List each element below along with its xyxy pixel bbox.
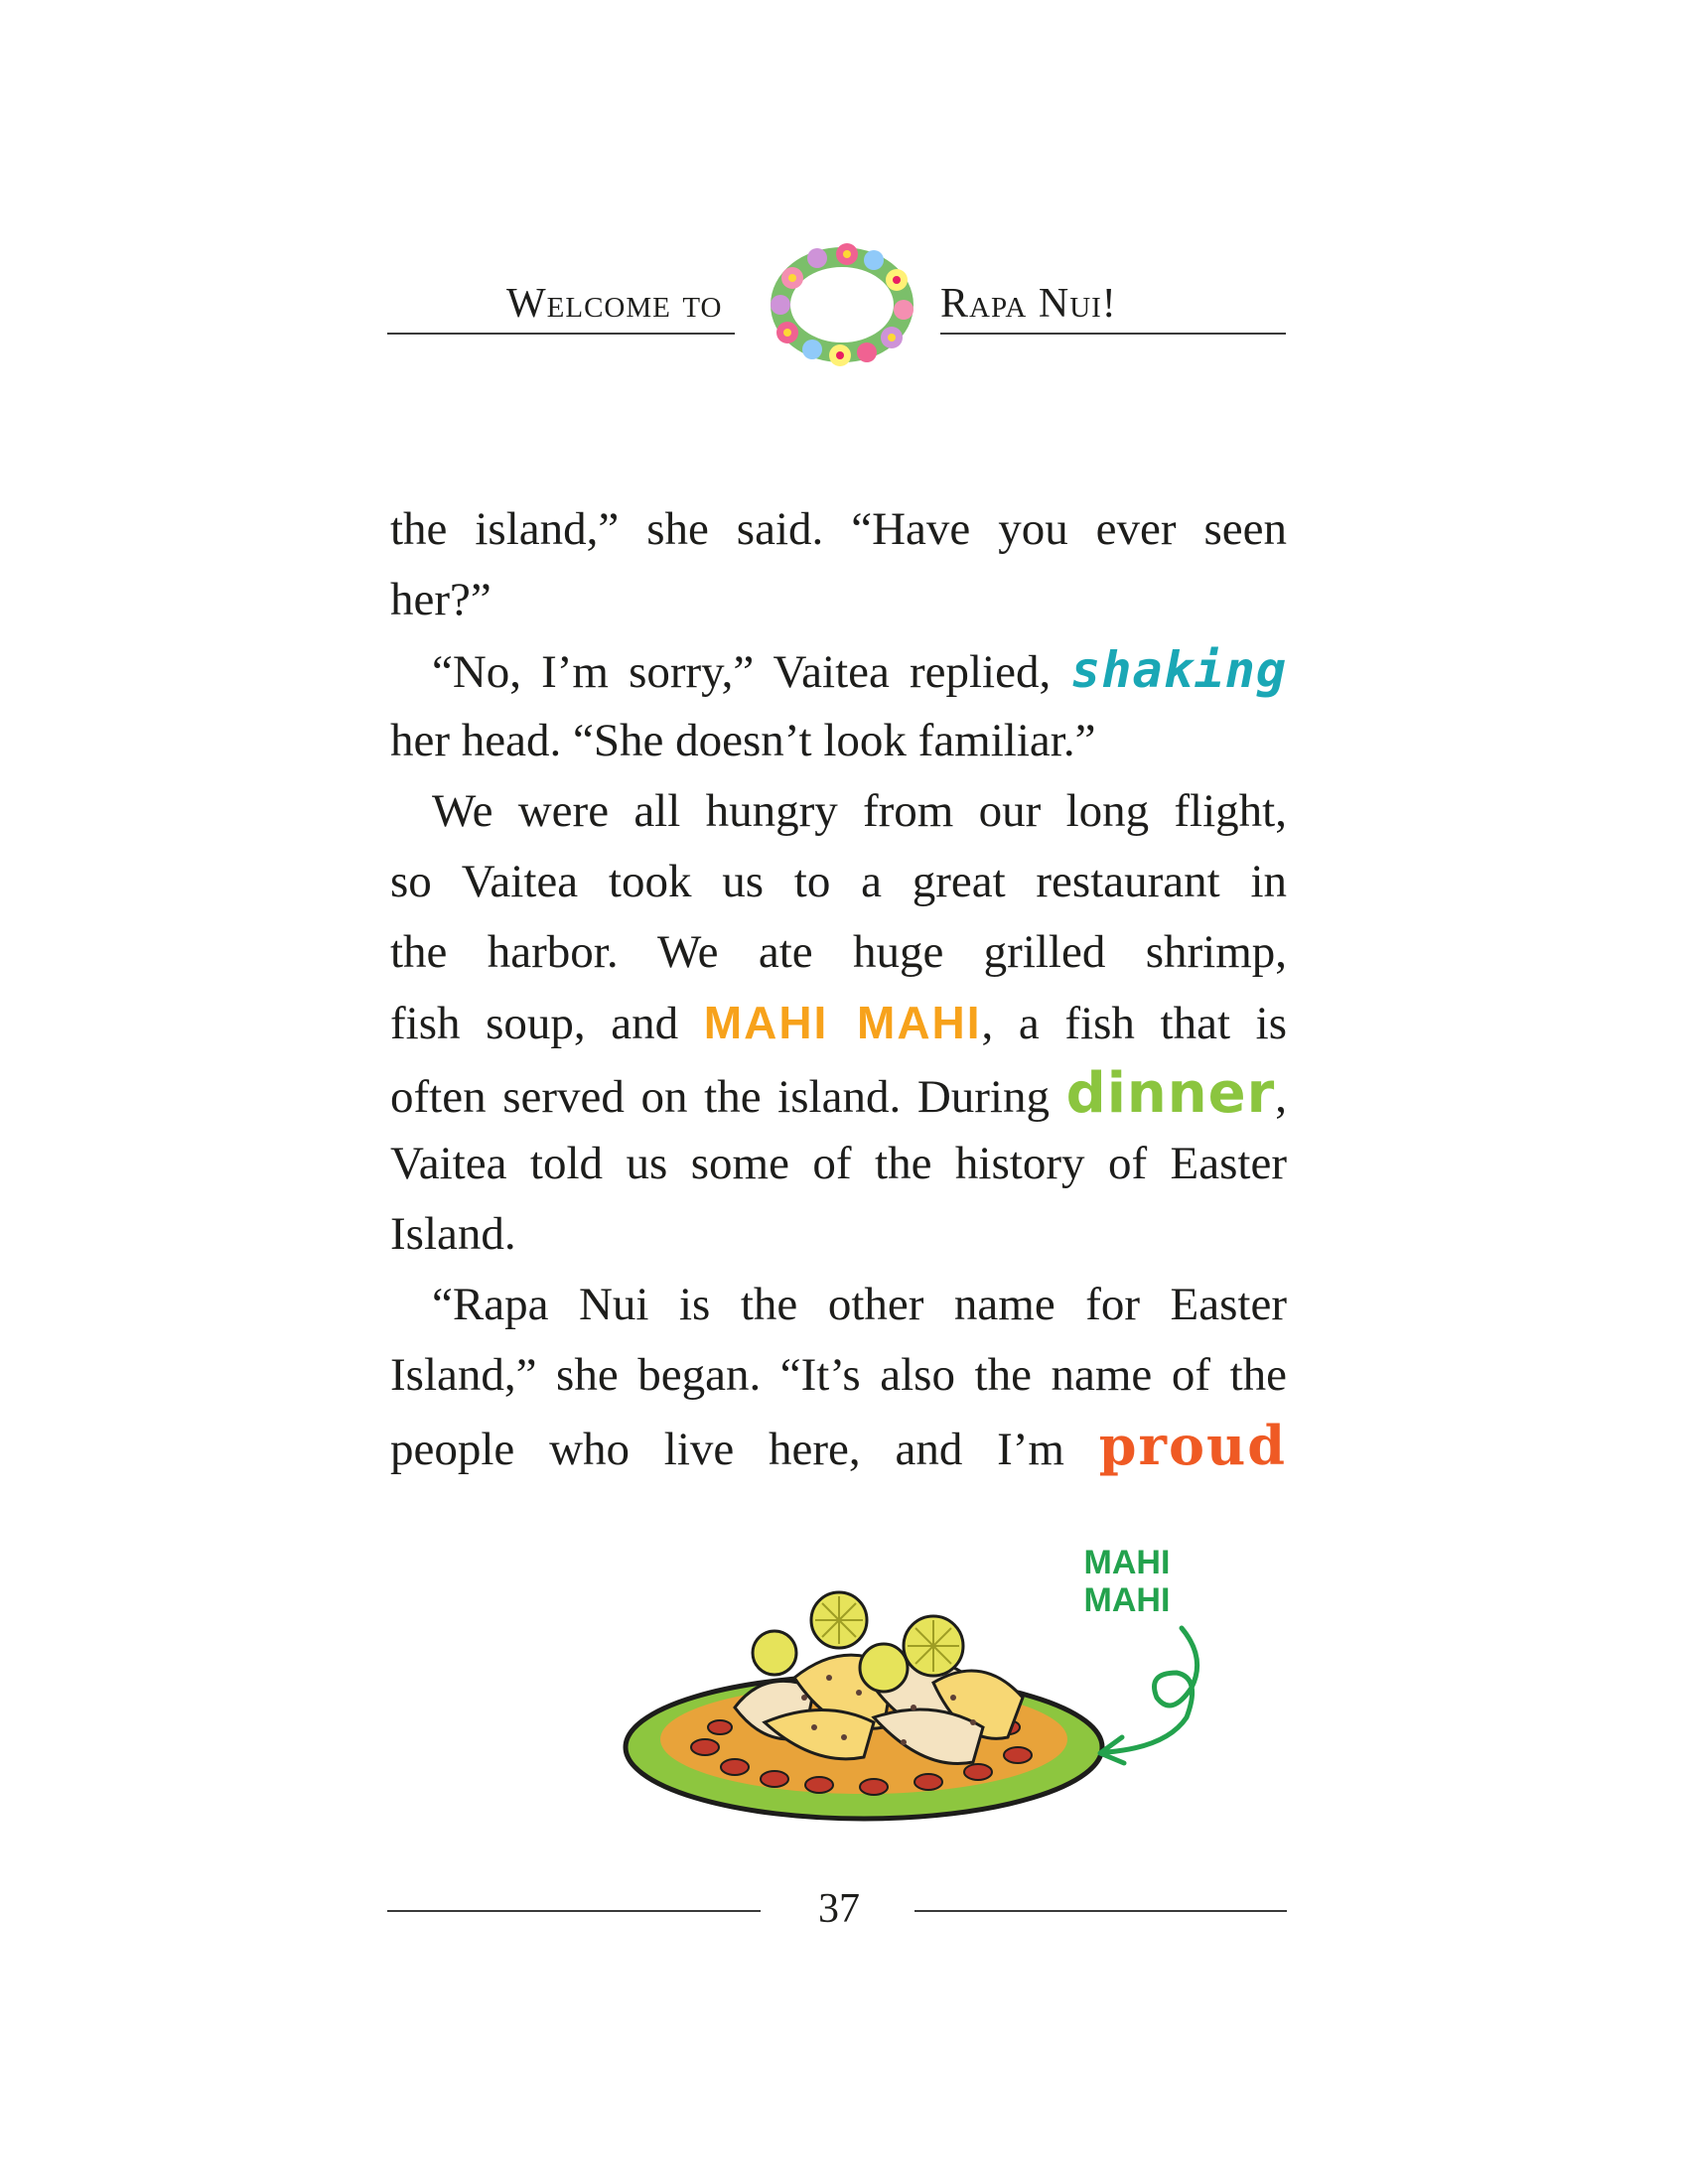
text-span: “No, I’m sorry,” Vaitea replied,: [432, 646, 1071, 698]
text-span: the harbor. We ate huge grilled shrimp,: [390, 926, 1287, 978]
text-span: Island,” she began. “It’s also the name of the: [390, 1349, 1287, 1401]
text-line: [390, 565, 1287, 635]
text-line: [390, 494, 1287, 565]
text-span: ,: [1275, 1071, 1287, 1123]
text-line: [390, 988, 1287, 1058]
header-right-text: Rapa Nui!: [940, 281, 1117, 327]
illustration-label-line: MAHI: [1083, 1544, 1171, 1581]
header-rule-right: [940, 333, 1286, 335]
text-span: Island.: [390, 1208, 516, 1260]
footer-rule-right: [914, 1910, 1287, 1912]
emphasis-word-shaking: shaking: [1070, 641, 1287, 699]
text-span: the island,” she said. “Have you ever seen: [390, 503, 1287, 555]
text-span: fish soup, and: [390, 998, 704, 1049]
text-span: , a fish that is: [981, 998, 1288, 1049]
header-rule-left: [387, 333, 735, 335]
emphasis-word-dinner: dinner: [1065, 1061, 1276, 1126]
footer-rule-left: [387, 1910, 761, 1912]
text-line: [390, 1199, 1287, 1270]
text-line: [390, 1270, 1287, 1340]
curly-arrow-icon: [1082, 1588, 1221, 1767]
text-span: so Vaitea took us to a great restaurant in: [390, 856, 1287, 907]
text-span: Vaitea told us some of the history of Easter: [390, 1138, 1287, 1189]
emphasis-word-mahi-mahi: MAHI MAHI: [703, 997, 982, 1048]
text-line: [390, 1129, 1287, 1199]
text-span: her?”: [390, 574, 492, 625]
text-line: [390, 1340, 1287, 1411]
text-span: We were all hungry from our long flight,: [432, 785, 1287, 837]
page-number: 37: [818, 1886, 860, 1932]
running-header: [387, 238, 1286, 377]
text-line: [390, 706, 1287, 776]
text-span: often served on the island. During: [390, 1071, 1066, 1123]
emphasis-word-proud: proud: [1098, 1414, 1287, 1477]
text-line: [390, 1411, 1287, 1481]
flower-lei-icon: [763, 238, 921, 372]
text-line: [390, 847, 1287, 917]
text-line: [390, 776, 1287, 847]
text-span: “Rapa Nui is the other name for Easter: [432, 1279, 1287, 1330]
text-span: her head. “She doesn’t look familiar.”: [390, 715, 1096, 766]
header-left-text: Welcome to: [506, 281, 723, 327]
body-text: [390, 494, 1287, 1481]
text-line: [390, 917, 1287, 988]
text-span: people who live here, and I’m: [390, 1424, 1099, 1475]
illustration-label-line: MAHI: [1083, 1581, 1171, 1619]
text-line: [390, 635, 1287, 706]
text-line: [390, 1058, 1287, 1129]
